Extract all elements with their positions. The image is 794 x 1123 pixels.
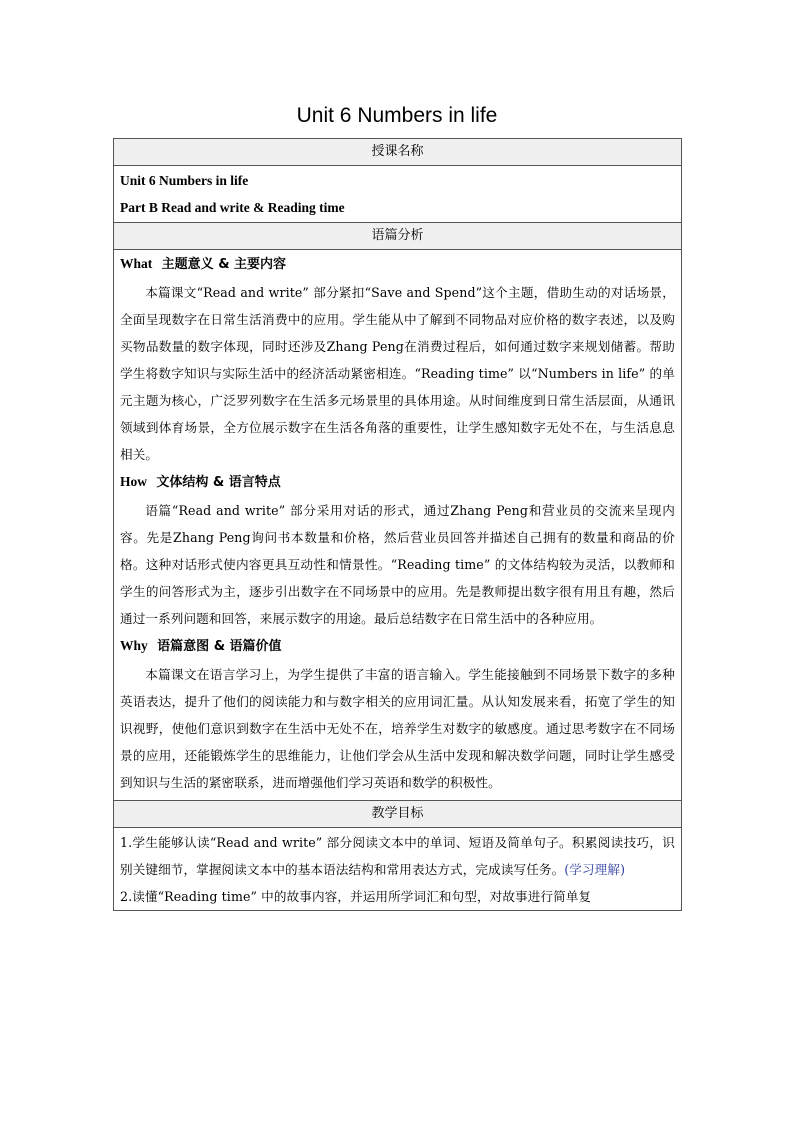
goal-item — [120, 883, 675, 910]
goal-text: 2.读懂“Reading time” 中的故事内容，并运用所学词汇和句型，对故事进行简单复 — [120, 889, 592, 904]
lesson-name-row — [114, 166, 682, 223]
text-analysis-header: 语篇分析 — [114, 223, 682, 250]
how-label: How — [120, 474, 147, 489]
teaching-goals-row — [114, 828, 682, 911]
why-title: 语篇意图 & 语篇价值 — [157, 639, 282, 654]
what-label: What — [120, 256, 153, 271]
lesson-unit-title: Unit 6 Numbers in life — [120, 173, 249, 188]
goal-text: 1.学生能够认读“Read and write” 部分阅读文本中的单词、短语及简单句子。积累阅读技巧，识别关键细节，掌握阅读文本中的基本语法结构和常用表达方式，完成读写任务。 — [120, 835, 675, 877]
why-label: Why — [120, 638, 148, 653]
goal-category: (学习理解) — [564, 862, 626, 877]
why-heading — [120, 632, 675, 661]
what-heading — [120, 250, 675, 279]
header-row-teaching-goals — [114, 801, 682, 828]
lesson-name-header: 授课名称 — [114, 139, 682, 166]
how-title: 文体结构 & 语言特点 — [156, 475, 281, 490]
goal-item — [120, 829, 675, 883]
lesson-plan-table — [113, 138, 682, 911]
header-row-lesson-name — [114, 139, 682, 166]
what-title: 主题意义 & 主要内容 — [161, 257, 287, 272]
teaching-goals-header: 教学目标 — [114, 801, 682, 828]
why-paragraph: 本篇课文在语言学习上，为学生提供了丰富的语言输入。学生能接触到不同场景下数字的多种英语表达，提升了他们的阅读能力和与数字相关的应用词汇量。从认知发展来看，拓宽了学生的知识视野，使他们意识到数字在生活中无处不在，培养学生对数字的敏感度。通过思考数字在不同场景的应用，还能锻炼学生的思维能力，让他们学会从生活中发现和解决数学问题，同时让学生感受到知识与生活的紧密联系，进而增强他们学习英语和数学的积极性。 — [120, 667, 675, 790]
how-paragraph: 语篇“Read and write” 部分采用对话的形式，通过Zhang Peng和营业员的交流来呈现内容。先是Zhang Peng询问书本数量和价格，然后营业员回答并描述自己拥有的数量和商品的价格。这种对话形式使内容更具互动性和情景性。“Reading time” 的文体结构较为灵活，以教师和学生的问答形式为主，逐步引出数字在不同场景中的应用。先是教师提出数字很有用且有趣，然后通过一系列问题和回答，来展示数字的用途。最后总结数字在日常生活中的各种应用。 — [120, 503, 675, 626]
how-heading — [120, 468, 675, 497]
text-analysis-row — [114, 250, 682, 801]
lesson-part-title: Part B Read and write & Reading time — [120, 200, 345, 215]
page-title: Unit 6 Numbers in life — [296, 104, 498, 127]
what-paragraph: 本篇课文“Read and write” 部分紧扣“Save and Spend”这个主题，借助生动的对话场景，全面呈现数字在日常生活消费中的应用。学生能从中了解到不同物品对应价格的数字表述，以及购买物品数量的数字体现，同时还涉及Zhang Peng在消费过程后，如何通过数字来规划储蓄。帮助学生将数字知识与实际生活中的经济活动紧密相连。“Reading time” 以“Numbers in life” 的单元主题为核心，广泛罗列数字在生活多元场景里的具体用途。从时间维度到日常生活层面，从通讯领域到体育场景，全方位展示数字在生活各角落的重要性，让学生感知数字无处不在，与生活息息相关。 — [120, 285, 675, 462]
header-row-text-analysis — [114, 223, 682, 250]
